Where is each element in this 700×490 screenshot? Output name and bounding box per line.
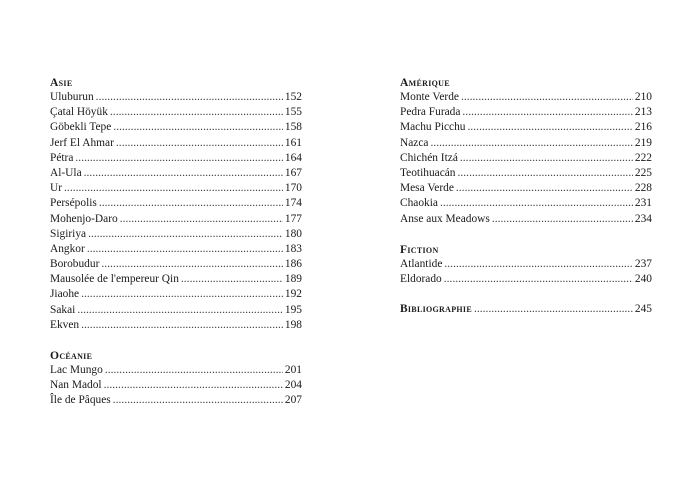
dot-leader [461,90,633,105]
entry-title: Mesa Verde [400,182,454,195]
entry-page-number: 219 [634,136,652,149]
toc-entry[interactable] [50,181,302,196]
entry-page-number: 207 [284,394,302,407]
entry-page-number: 216 [634,121,652,134]
toc-entry[interactable] [400,212,652,227]
section-fiction [400,242,652,287]
toc-entry[interactable] [50,303,302,318]
entry-page-number: 228 [634,182,652,195]
dot-leader [116,136,283,151]
toc-entry[interactable] [50,105,302,120]
entry-title: Eldorado [400,272,442,285]
dot-leader [104,378,283,393]
entry-title: Bibliographie [400,303,472,316]
dot-leader [460,151,633,166]
entry-page-number: 234 [634,212,652,225]
toc-entry[interactable] [400,105,652,120]
dot-leader [113,120,283,135]
entry-page-number: 237 [634,257,652,270]
section-asie [50,75,302,333]
toc-entry[interactable] [50,90,302,105]
toc-entry[interactable] [50,393,302,408]
toc-entry[interactable] [50,136,302,151]
dot-leader [105,363,283,378]
toc-entry[interactable] [400,166,652,181]
entry-page-number: 189 [284,273,302,286]
dot-leader [120,212,283,227]
toc-entry[interactable] [400,196,652,211]
entry-title: Machu Picchu [400,121,466,134]
section-heading: Asie [50,76,73,89]
toc-left-column [50,75,302,424]
section-heading: Amérique [400,76,450,89]
dot-leader [87,242,283,257]
entry-page-number: 161 [284,136,302,149]
entry-title: Sigiriya [50,227,87,240]
entry-title: Chichén Itzá [400,151,458,164]
dot-leader [75,151,283,166]
toc-entry[interactable] [400,136,652,151]
entry-page-number: 167 [284,166,302,179]
entry-title: Chaokia [400,197,438,210]
entry-title: Atlantide [400,257,443,270]
toc-entry[interactable] [400,151,652,166]
toc-entry[interactable] [50,257,302,272]
section-bibliographie [400,302,652,317]
section-heading: Océanie [50,349,93,362]
section-oceanie [50,348,302,409]
entry-title: Ur [50,182,63,195]
dot-leader [84,166,283,181]
entry-title: Mohenjo-Daro [50,212,118,225]
toc-entry[interactable] [50,120,302,135]
entry-title: Île de Pâques [50,394,111,407]
entry-title: Persépolis [50,197,97,210]
entry-title: Monte Verde [400,91,459,103]
entry-title: Borobudur [50,258,100,271]
dot-leader [474,302,633,317]
toc-entry[interactable] [50,196,302,211]
toc-entry[interactable] [50,287,302,302]
toc-entry[interactable] [400,257,652,272]
entry-page-number: 240 [634,272,652,285]
dot-leader [444,272,633,287]
entry-page-number: 177 [284,212,302,225]
dot-leader [492,212,633,227]
dot-leader [99,196,283,211]
entry-title: Angkor [50,242,85,255]
entry-page-number: 186 [284,258,302,271]
entry-title: Al-Ula [50,166,82,179]
toc-entry[interactable] [50,212,302,227]
toc-entry[interactable] [50,151,302,166]
dot-leader [113,393,283,408]
entry-title: Jiaohe [50,288,80,301]
entry-page-number: 245 [634,303,652,316]
entry-page-number: 222 [634,151,652,164]
dot-leader [77,303,283,318]
entry-list [50,363,302,409]
section-amerique [400,75,652,227]
entry-page-number: 158 [284,121,302,134]
toc-entry[interactable] [400,90,652,105]
dot-leader [444,257,633,272]
dot-leader [88,227,283,242]
entry-title: Pedra Furada [400,106,461,119]
entry-title: Ekven [50,318,80,331]
entry-page-number: 195 [284,303,302,316]
section-heading: Fiction [400,242,439,256]
entry-page-number: 213 [634,106,652,119]
toc-entry[interactable] [50,272,302,287]
entry-title: Uluburun [50,91,94,103]
entry-page-number: 225 [634,166,652,179]
toc-entry[interactable] [400,272,652,287]
dot-leader [458,166,633,181]
entry-title: Pétra [50,151,74,164]
dot-leader [96,90,283,105]
toc-right-column [400,75,652,332]
dot-leader [440,196,633,211]
entry-page-number: 164 [284,151,302,164]
entry-page-number: 180 [284,227,302,240]
entry-title: Teotihuacán [400,166,456,179]
entry-title: Çatal Höyük [50,106,108,119]
entry-page-number: 170 [284,182,302,195]
dot-leader [101,257,283,272]
toc-entry[interactable] [50,318,302,333]
entry-page-number: 152 [284,91,302,103]
toc-entry[interactable] [50,242,302,257]
entry-page-number: 198 [284,318,302,331]
entry-title: Anse aux Meadows [400,212,490,225]
dot-leader [430,136,632,151]
dot-leader [110,105,283,120]
toc-entry[interactable] [400,120,652,135]
entry-list [400,90,652,227]
entry-page-number: 183 [284,242,302,255]
entry-title: Lac Mungo [50,364,103,376]
entry-title: Sakai [50,303,76,316]
dot-leader [81,287,283,302]
dot-leader [81,318,283,333]
toc-entry[interactable] [50,363,302,378]
entry-title: Nan Madol [50,379,102,392]
entry-page-number: 201 [284,364,302,376]
dot-leader [467,120,632,135]
entry-page-number: 231 [634,197,652,210]
entry-page-number: 192 [284,288,302,301]
entry-title: Mausolée de l'empereur Qin [50,273,179,286]
entry-page-number: 210 [634,91,652,103]
toc-entry[interactable] [50,166,302,181]
entry-page-number: 155 [284,106,302,119]
entry-page-number: 174 [284,197,302,210]
toc-entry[interactable] [400,181,652,196]
toc-entry[interactable] [50,378,302,393]
entry-page-number: 204 [284,379,302,392]
entry-title: Jerf El Ahmar [50,136,114,149]
entry-title: Göbekli Tepe [50,121,112,134]
dot-leader [462,105,632,120]
toc-entry-bibliographie[interactable] [400,302,652,317]
entry-list [400,257,652,287]
dot-leader [181,272,283,287]
toc-entry[interactable] [50,227,302,242]
entry-list [50,90,302,333]
dot-leader [456,181,633,196]
entry-title: Nazca [400,136,429,149]
dot-leader [64,181,283,196]
